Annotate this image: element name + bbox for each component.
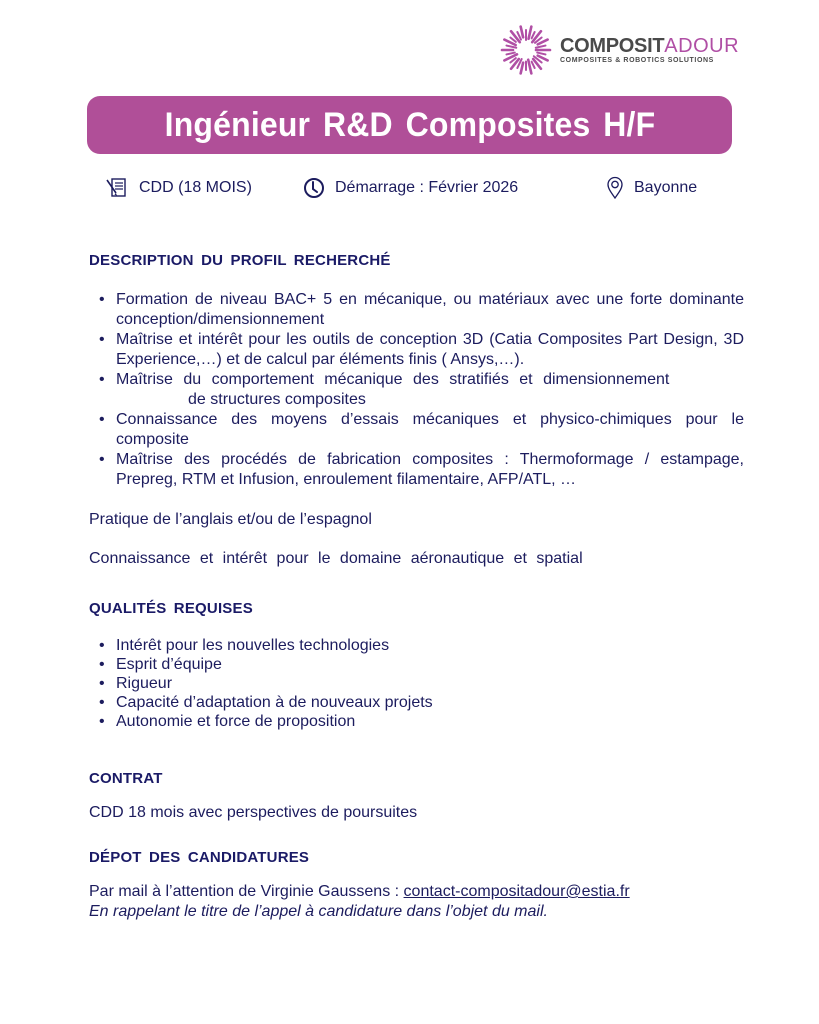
contract-heading: CONTRAT (89, 770, 163, 787)
contract-document-icon (105, 176, 129, 200)
logo-ray (529, 27, 532, 39)
list-item: • Maîtrise des procédés de fabrication composites : Thermoformage / estampage, Prepreg, RTM et Infusion, enroulement filamentaire, AFP/ATL, … (89, 450, 744, 490)
list-item (89, 370, 744, 410)
job-meta-row (0, 175, 819, 201)
logo-ray (537, 53, 545, 55)
location (606, 175, 697, 201)
application-note: En rappelant le titre de l’appel à candidature dans l’objet du mail. (89, 903, 548, 920)
logo-tagline: COMPOSITES & ROBOTICS SOLUTIONS (560, 57, 714, 64)
logo-ray (521, 27, 523, 38)
logo-ray (532, 62, 535, 68)
list-item: • Connaissance des moyens d’essais mécaniques et physico-chimiques pour le composite (89, 410, 744, 450)
list-item: • Formation de niveau BAC+ 5 en mécanique, ou matériaux avec une forte dominante conception/dimensionnement (89, 290, 744, 330)
list-item: • Autonomie et force de proposition (89, 712, 589, 731)
job-title: Ingénieur R&D Composites H/F (164, 105, 655, 144)
start-date-label: Démarrage : Février 2026 (335, 179, 519, 196)
sunburst-logo-icon (498, 22, 554, 78)
list-item: • Rigueur (89, 674, 589, 693)
list-item: • Intérêt pour les nouvelles technologies (89, 636, 589, 655)
qualities-list (89, 636, 589, 731)
location-label: Bayonne (634, 179, 698, 196)
job-title-banner (87, 96, 732, 154)
logo-name: COMPOSITADOUR (560, 35, 740, 57)
logo-ray (521, 63, 523, 74)
list-item: • Capacité d’adaptation à de nouveaux projets (89, 693, 589, 712)
domain-text: Connaissance et intérêt pour le domaine aéronautique et spatial (89, 550, 583, 567)
list-item-line: de structures composites (188, 391, 366, 408)
profile-requirements-list (89, 290, 744, 490)
application-prefix: Par mail à l’attention de Virginie Gaussens : (89, 883, 404, 900)
qualities-heading: QUALITÉS REQUISES (89, 600, 253, 617)
logo-text (560, 36, 739, 64)
contract-type-label: CDD (18 MOIS) (139, 179, 252, 196)
logo-ray (532, 32, 535, 38)
list-item: • Maîtrise et intérêt pour les outils de conception 3D (Catia Composites Part Design, 3D Experience,…) et de calcul par éléments finis ( Ansys,…). (89, 330, 744, 370)
contract-text: CDD 18 mois avec perspectives de poursuites (89, 804, 418, 821)
list-item: • Esprit d’équipe (89, 655, 589, 674)
application-text (89, 882, 630, 902)
languages-text: Pratique de l’anglais et/ou de l’espagnol (89, 511, 372, 528)
email-link[interactable]: contact-compositadour@estia.fr (403, 883, 630, 900)
contract-type (105, 175, 252, 201)
logo-ray (536, 46, 546, 48)
clock-icon (303, 177, 325, 199)
start-date (303, 175, 518, 201)
profile-heading: DESCRIPTION DU PROFIL RECHERCHÉ (89, 252, 391, 269)
company-logo (498, 22, 739, 78)
list-item-line: • Maîtrise du comportement mécanique des stratifiés et dimensionnement (116, 371, 670, 388)
location-pin-icon (606, 176, 624, 200)
logo-ray (507, 53, 515, 55)
application-heading: DÉPOT DES CANDIDATURES (89, 849, 310, 866)
